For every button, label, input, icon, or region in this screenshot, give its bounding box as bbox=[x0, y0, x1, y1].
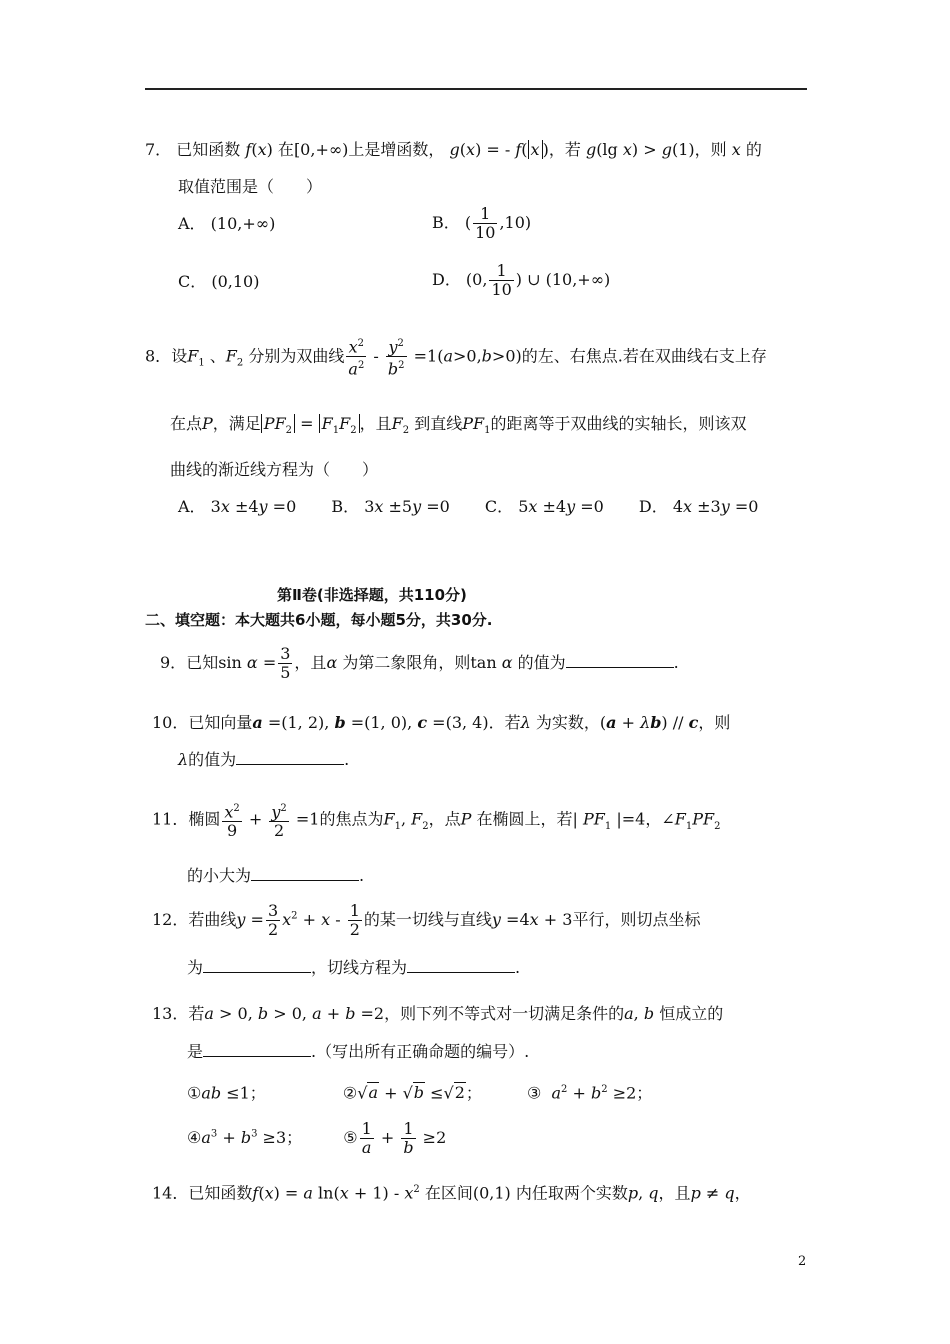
question-13-line-2: 是 .（写出所有正确命题的编号）. bbox=[187, 1042, 530, 1061]
question-7-option-c: C． (0,10) bbox=[178, 272, 260, 291]
question-13-choices-row-1: ①ab ≤1； ②√a + √b ≤√2； ③ $a^2 + b^2 \ge 2$； bbox=[187, 1083, 653, 1103]
question-8-line-2: 在点P，满足 $PF_2 = F_1F_2$ ，且$F_2$ 到直线$PF_1$的距离等于双曲线的实轴长，则该双 bbox=[170, 414, 747, 437]
question-7-option-a: A． (10,+∞) bbox=[178, 214, 276, 233]
question-10: 10．已知向量a =(1, 2), b =(1, 0), c =(3, 4)．若λ 为实数，(a + λb) // c，则 bbox=[152, 713, 731, 732]
question-13: 13．若a > 0, b > 0, a + b =2，则下列不等式对一切满足条件的a, b 恒成立的 bbox=[152, 1004, 724, 1023]
question-14: 14．已知函数f(x) = a $\ln(x + 1) - x^2$ 在区间(0,1) 内任取两个实数p, q，且p ≠ q， bbox=[152, 1183, 751, 1203]
question-12: 12．若曲线y = $\frac{3}{2}$ $x^2 + x$ - $\frac{1}{2}$ 的某一切线与直线y =4x + 3平行，则切点坐标 bbox=[152, 901, 701, 939]
question-8-options: A． 3x ±4y =0 B． 3x ±5y =0 C． 5x ±4y =0 D． 4x ±3y =0 bbox=[178, 497, 759, 516]
question-7-option-d: D． (0, $\frac{1}{10}$ ) ∪ (10,+∞) bbox=[432, 261, 611, 299]
header-rule bbox=[145, 88, 807, 90]
question-12-line-2: 为 ，切线方程为 . bbox=[187, 958, 521, 977]
part-2-title: 第Ⅱ卷(非选择题，共110分) bbox=[277, 586, 467, 604]
question-13-choices-row-2: $④a^3 + b^3 \ge 3$； ⑤ $\frac{1}{a}$ + $\frac{1}{b}$ ≥2 bbox=[187, 1119, 447, 1157]
question-7: 7． 已知函数 f(x) 在[0,+∞)上是增函数， g(x) = - f( x )，若 g(lg x) > g(1)，则 x 的 bbox=[145, 140, 762, 159]
question-10-line-2: λ的值为 . bbox=[178, 750, 350, 769]
question-8-line-3: 曲线的渐近线方程为（ ） bbox=[170, 460, 379, 479]
question-7-line-2: 取值范围是（ ） bbox=[178, 177, 323, 196]
question-7-option-b: B． ( $\frac{1}{10}$ ,10) bbox=[432, 204, 532, 242]
question-9: 9．已知sin α = $\frac{3}{5}$ ，且α 为第二象限角，则tan α 的值为 . bbox=[160, 644, 679, 682]
section-2-title: 二、填空题：本大题共6小题，每小题5分，共30分. bbox=[145, 611, 493, 629]
page-number: 2 bbox=[798, 1254, 807, 1269]
question-11-line-2: 的小大为 . bbox=[187, 866, 365, 885]
question-8: 8．设$F_1$ 、$F_2$ 分别为双曲线 $\frac{x^2}{a^2}$ - $\frac{y^2}{b^2}$ =1(a>0,b>0)的左、右焦点.若在双曲线右支上存 bbox=[145, 335, 767, 379]
question-11: 11．椭圆 $\frac{x^2}{9}$ + $\frac{y^2}{2}$ =1的焦点为$F_1$, $F_2$，点P 在椭圆上，若| $PF_1$ |=4，$\angle F_1PF_2$ bbox=[152, 800, 720, 840]
